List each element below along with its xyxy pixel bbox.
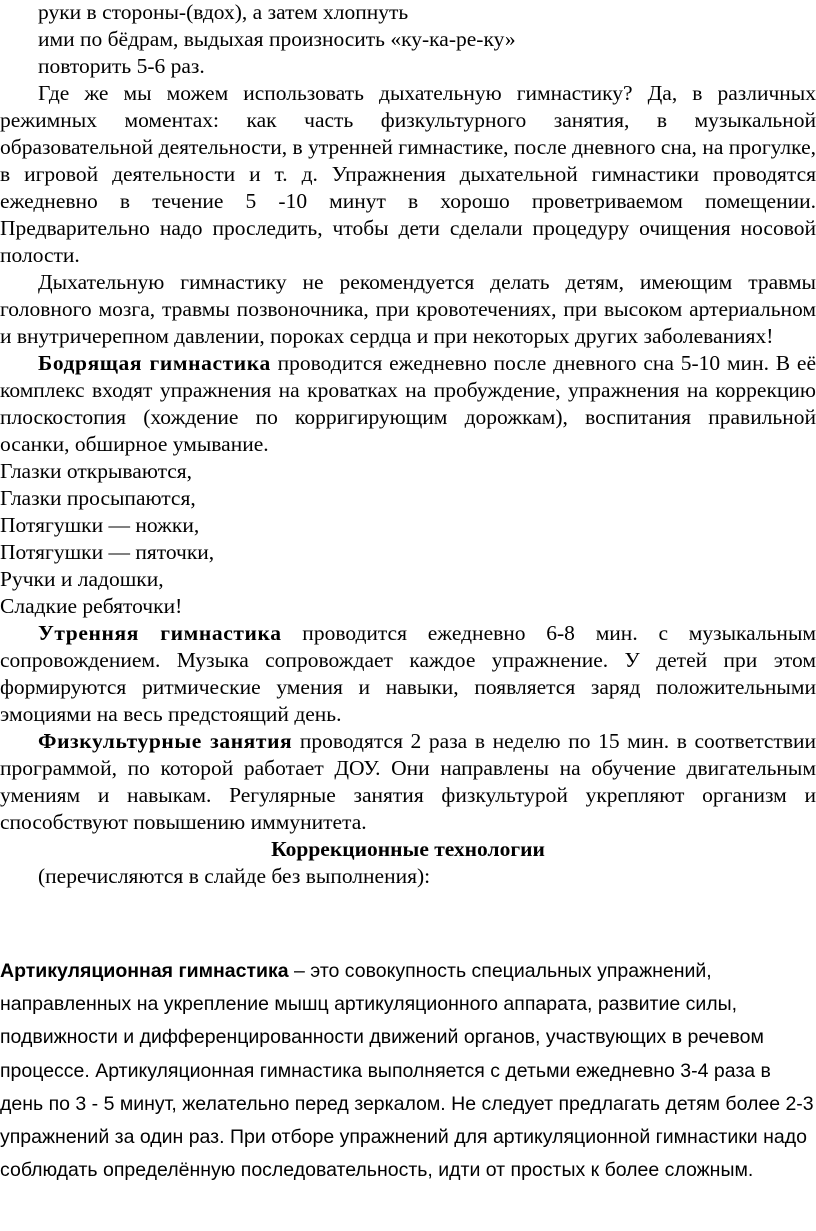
sans-text-block (0, 955, 816, 1187)
paragraph-contraindications: Дыхательную гимнастику не рекомендуется делать детям, имеющим травмы головного мозга, травмы позвоночника, при кровотечениях, при высоком артериальном и внутричерепном давлении, пороках сердца и при некоторых других заболеваниях! (0, 270, 816, 348)
intro-line: руки в стороны-(вдох), а затем хлопнуть (38, 0, 409, 24)
section-note: (перечисляются в слайде без выполнения): (38, 864, 431, 888)
paragraph-articulation (0, 955, 816, 1187)
intro-line: повторить 5-6 раз. (38, 54, 205, 78)
paragraph-morning-text: проводится ежедневно 6-8 мин. с музыкальным сопровождением. Музыка сопровождает каждое упражнение. У детей при этом формируются ритмические умения и навыки, появляется заряд положительными эмоциями на весь предстоящий день. (0, 621, 816, 726)
term-morning-gymnastics: Утренняя гимнастика (38, 621, 282, 645)
paragraph-wakeup-gymnastics (0, 350, 816, 458)
paragraph-wakeup-text: проводится ежедневно после дневного сна 5-10 мин. В её комплекс входят упражнения на кроватках на пробуждение, упражнения на коррекцию плоскостопия (хождение по корригирующим дорожкам), воспитания правильной осанки, обширное умывание. (0, 351, 816, 456)
paragraph-usage: Где же мы можем использовать дыхательную гимнастику? Да, в различных режимных моментах: как часть физкультурного занятия, в музыкальной образовательной деятельности, в утренней гимнастике, после дневного сна, на прогулке, в игровой деятельности и т. д. Упражнения дыхательной гимнастики проводятся ежедневно в течение 5 -10 минут в хорошо проветриваемом помещении. Предварительно надо проследить, чтобы дети сделали процедуру очищения носовой полости. (0, 81, 816, 267)
paragraph-morning-gymnastics (0, 620, 816, 728)
paragraph-articulation-text: – это совокупность специальных упражнений, направленных на укрепление мышц артикуляционного аппарата, развитие силы, подвижности и дифференцированности движений органов, участвующих в речевом процессе. Артикуляционная гимнастика выполняется с детьми ежедневно 3-4 раза в день по 3 - 5 минут, желательно перед зеркалом. Не следует предлагать детям более 2-3 упражнений за один раз. При отборе упражнений для артикуляционной гимнастики надо соблюдать определённую последовательность, идти от простых к более сложным. (0, 960, 814, 1182)
term-wakeup-gymnastics: Бодрящая гимнастика (38, 351, 271, 375)
paragraph-pe-classes (0, 728, 816, 836)
paragraph-pe-text: проводятся 2 раза в неделю по 15 мин. в соответствии программой, по которой работает ДОУ. Они направлены на обучение двигательным умениям и навыкам. Регулярные занятия физкультурой укрепляют организм и способствуют повышению иммунитета. (0, 729, 816, 834)
intro-line: ими по бёдрам, выдыхая произносить «ку-ка-ре-ку» (38, 27, 516, 51)
section-heading: Коррекционные технологии (271, 837, 545, 861)
poem-line: Глазки открываются, (0, 459, 193, 483)
poem-line: Сладкие ребяточки! (0, 594, 183, 618)
term-articulation-gymnastics: Артикуляционная гимнастика (0, 960, 289, 982)
poem-line: Потягушки — ножки, (0, 513, 200, 537)
poem-line: Глазки просыпаются, (0, 486, 196, 510)
poem-line: Ручки и ладошки, (0, 567, 164, 591)
term-pe-classes: Физкультурные занятия (38, 729, 293, 753)
poem-line: Потягушки — пяточки, (0, 540, 215, 564)
